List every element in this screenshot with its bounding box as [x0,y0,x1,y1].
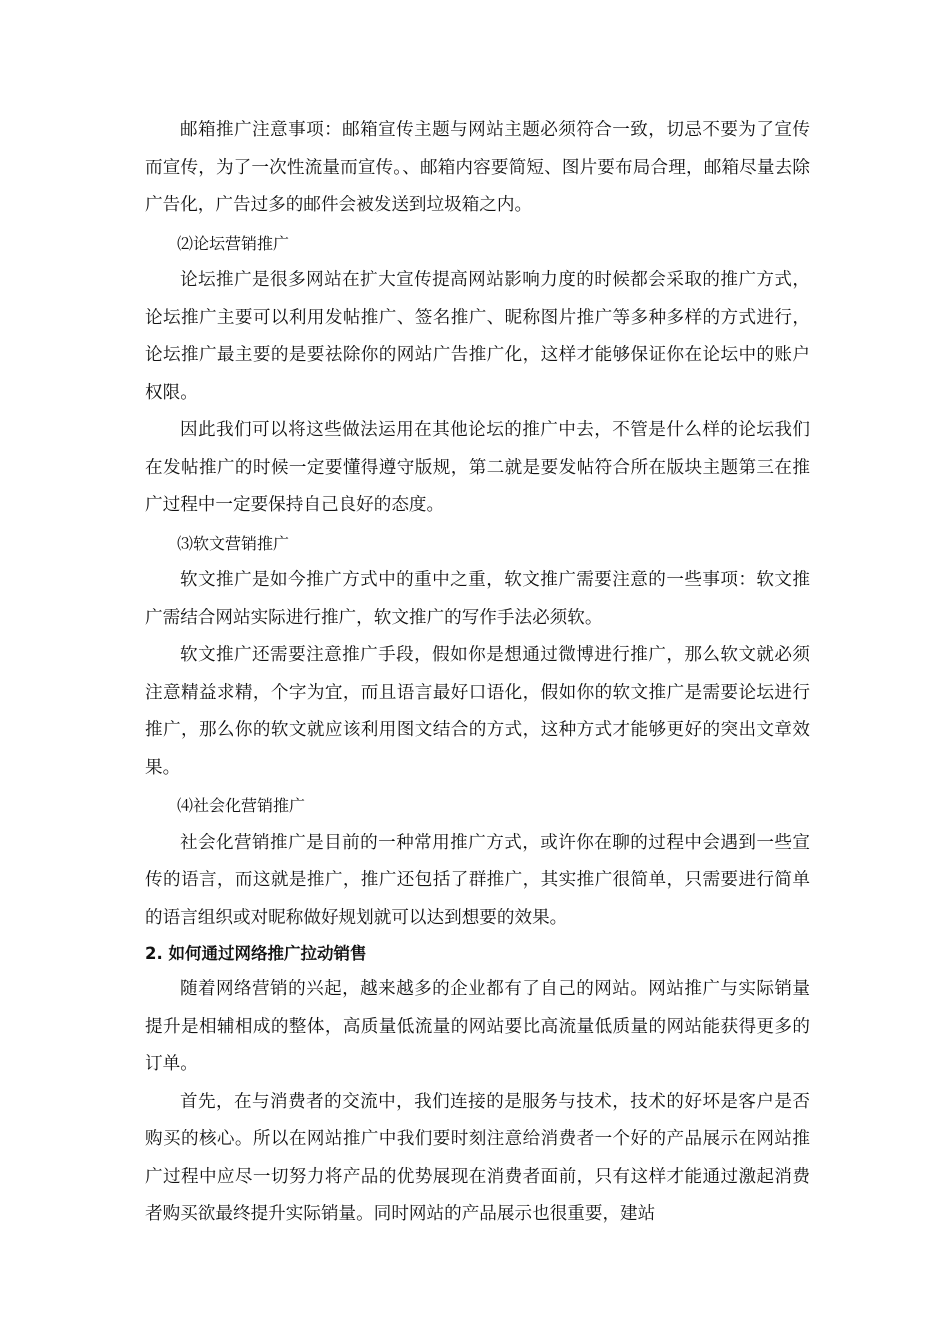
paragraph-softtext-methods: 软文推广还需要注意推广手段，假如你是想通过微博进行推广，那么软文就必须注意精益求精，个字为宜，而且语言最好口语化，假如你的软文推广是需要论坛进行推广，那么你的软文就应该利用图文结合的方式，这种方式才能够更好的突出文章效果。 [145,645,810,778]
document-page [145,112,810,1234]
paragraph-softtext-intro: 软文推广是如今推广方式中的重中之重，软文推广需要注意的一些事项：软文推广需结合网站实际进行推广，软文推广的写作手法必须软。 [145,570,810,628]
paragraph-forum-intro: 论坛推广是很多网站在扩大宣传提高网站影响力度的时候都会采取的推广方式，论坛推广主要可以利用发帖推广、签名推广、昵称图片推广等多种多样的方式进行，论坛推广最主要的是要祛除你的网站广告推广化，这样才能够保证你在论坛中的账户权限。 [145,270,810,403]
paragraph-forum-rules: 因此我们可以将这些做法运用在其他论坛的推广中去，不管是什么样的论坛我们在发帖推广的时候一定要懂得遵守版规，第二就是要发帖符合所在版块主题第三在推广过程中一定要保持自己良好的态度。 [145,420,810,515]
paragraph-sales-intro: 随着网络营销的兴起，越来越多的企业都有了自己的网站。网站推广与实际销量提升是相辅相成的整体，高质量低流量的网站要比高流量低质量的网站能获得更多的订单。 [145,979,810,1074]
subheading-softtext-marketing: ⑶软文营销推广 [177,533,290,553]
subheading-social-marketing: ⑷社会化营销推广 [177,796,306,815]
paragraph-social-intro: 社会化营销推广是目前的一种常用推广方式，或许你在聊的过程中会遇到一些宣传的语言，而这就是推广，推广还包括了群推广，其实推广很简单，只需要进行简单的语言组织或对昵称做好规划就可以达到想要的效果。 [145,832,810,928]
paragraph-sales-first: 首先，在与消费者的交流中，我们连接的是服务与技术，技术的好坏是客户是否购买的核心。所以在网站推广中我们要时刻注意给消费者一个好的产品展示在网站推广过程中应尽一切努力将产品的优势展现在消费者面前，只有这样才能通过激起消费者购买欲最终提升实际销量。同时网站的产品展示也很重要，建站 [145,1091,810,1224]
section-heading-sales: 2. 如何通过网络推广拉动销售 [145,944,367,963]
subheading-forum-marketing: ⑵论坛营销推广 [177,233,290,253]
paragraph-email-notes: 邮箱推广注意事项：邮箱宣传主题与网站主题必须符合一致，切忌不要为了宣传而宣传，为了一次性流量而宣传。、邮箱内容要简短、图片要布局合理，邮箱尽量去除广告化，广告过多的邮件会被发送到垃圾箱之内。 [145,120,810,215]
